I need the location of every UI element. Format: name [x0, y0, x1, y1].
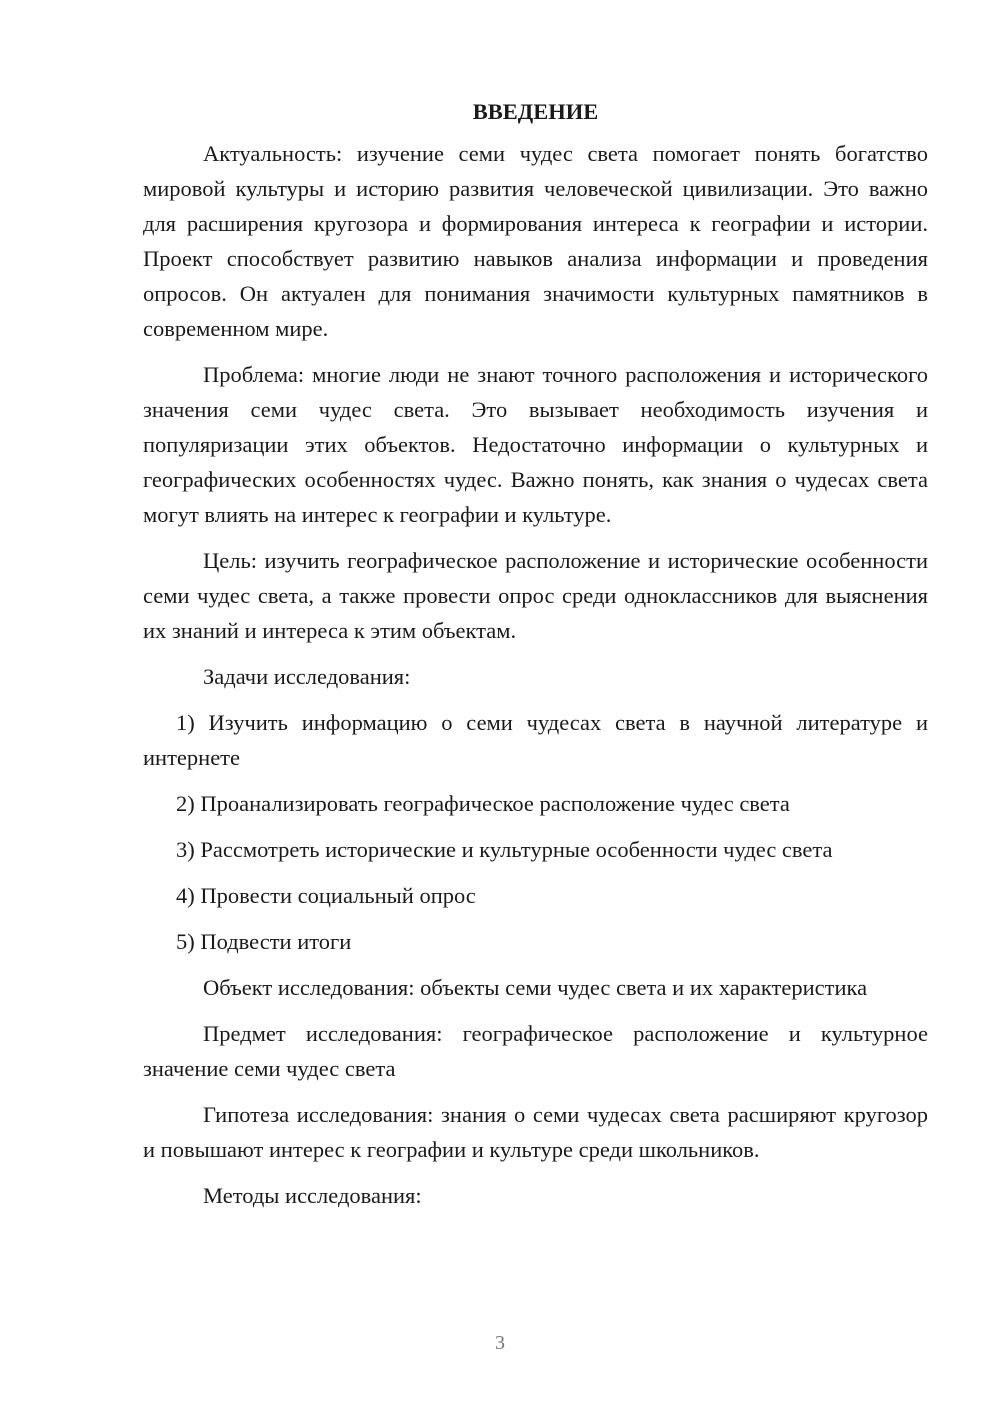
page-content — [143, 94, 928, 1224]
page-number: 3 — [495, 1332, 505, 1354]
methods-heading: Методы исследования: — [203, 1183, 422, 1208]
tasks-heading: Задачи исследования: — [203, 664, 411, 689]
tasks-list — [143, 705, 928, 959]
list-item: 4) Провести социальный опрос — [176, 883, 476, 908]
paragraph-goal: Цель: изучить географическое расположение и исторические особенности семи чудес света, а также провести опрос среди одноклассников для выяснения их знаний и интереса к этим объектам. — [143, 548, 928, 643]
paragraph-relevance: Актуальность: изучение семи чудес света помогает понять богатство мировой культуры и историю развития человеческой цивилизации. Это важно для расширения кругозора и формирования интереса к географии и истории. Проект способствует развитию навыков анализа информации и проведения опросов. Он актуален для понимания значимости культурных памятников в современном мире. — [143, 141, 928, 341]
list-item: 1) Изучить информацию о семи чудесах света в научной литературе и интернете — [143, 710, 928, 770]
paragraph-subject: Предмет исследования: географическое расположение и культурное значение семи чудес света — [143, 1021, 928, 1081]
list-item: 5) Подвести итоги — [176, 929, 352, 954]
paragraph-problem: Проблема: многие люди не знают точного расположения и исторического значения семи чудес света. Это вызывает необходимость изучения и популяризации этих объектов. Недостаточно информации о культурных и географических особенностях чудес. Важно понять, как знания о чудесах света могут влиять на интерес к географии и культуре. — [143, 362, 928, 527]
paragraph-object: Объект исследования: объекты семи чудес света и их характеристика — [203, 975, 868, 1000]
section-title: ВВЕДЕНИЕ — [472, 99, 599, 124]
paragraph-hypothesis: Гипотеза исследования: знания о семи чудесах света расширяют кругозор и повышают интерес к географии и культуре среди школьников. — [143, 1102, 928, 1162]
list-item: 3) Рассмотреть исторические и культурные особенности чудес света — [176, 837, 833, 862]
list-item: 2) Проанализировать географическое расположение чудес света — [176, 791, 790, 816]
